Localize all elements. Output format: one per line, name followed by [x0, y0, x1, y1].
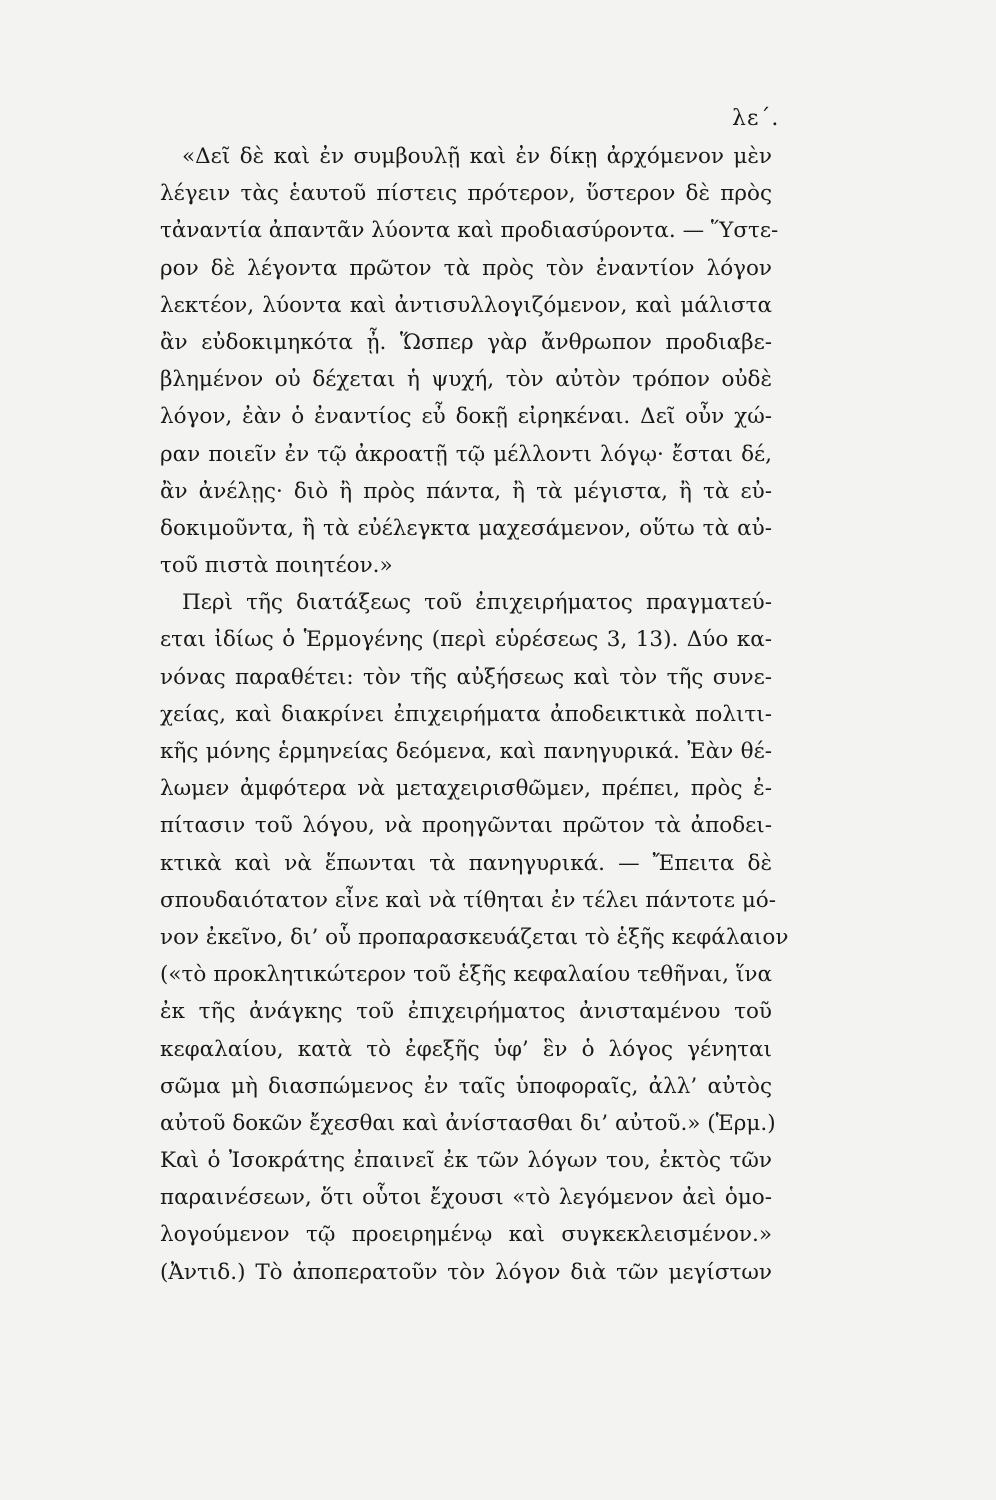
- text-line: εται ἰδίως ὁ Ἑρμογένης (περὶ εὑρέσεως 3, 13). Δύο κα-: [160, 627, 772, 653]
- text-line: σπουδαιότατον εἶνε καὶ νὰ τίθηται ἐν τέλει πάντοτε μό-: [160, 887, 777, 913]
- text-line: λωμεν ἀμφότερα νὰ μεταχειρισθῶμεν, πρέπει, πρὸς ἐ-: [160, 776, 772, 802]
- text-line: («τὸ προκλητικώτερον τοῦ ἑξῆς κεφαλαίου τεθῆναι, ἵνα: [160, 962, 772, 988]
- text-line: ἂν ἀνέλῃς· διὸ ἢ πρὸς πάντα, ἢ τὰ μέγιστα, ἢ τὰ εὐ-: [160, 478, 772, 504]
- text-line: νον ἐκεῖνο, δι’ οὗ προπαρασκευάζεται τὸ ἑξῆς κεφάλαιον: [160, 924, 789, 950]
- text-line: ρον δὲ λέγοντα πρῶτον τὰ πρὸς τὸν ἐναντίον λόγον: [160, 255, 772, 281]
- text-line: Περὶ τῆς διατάξεως τοῦ ἐπιχειρήματος πραγματεύ-: [182, 590, 772, 616]
- text-line: δοκιμοῦντα, ἢ τὰ εὐέλεγκτα μαχεσάμενον, οὕτω τὰ αὐ-: [160, 515, 772, 541]
- text-line: βλημένον οὐ δέχεται ἡ ψυχή, τὸν αὐτὸν τρόπον οὐδὲ: [160, 367, 772, 393]
- text-line: λόγον, ἐὰν ὁ ἐναντίος εὖ δοκῇ εἰρηκέναι. Δεῖ οὖν χώ-: [160, 404, 772, 430]
- text-line: τἀναντία ἀπαντᾶν λύοντα καὶ προδιασύροντα. — Ὕστε-: [160, 218, 779, 244]
- text-line: ραν ποιεῖν ἐν τῷ ἀκροατῇ τῷ μέλλοντι λόγῳ· ἔσται δέ,: [160, 441, 772, 467]
- text-line: ἂν εὐδοκιμηκότα ᾖ. Ὥσπερ γὰρ ἄνθρωπον προδιαβε-: [160, 329, 772, 355]
- text-line: λογούμενον τῷ προειρημένῳ καὶ συγκεκλεισμένον.»: [160, 1222, 772, 1248]
- page-number: λε΄.: [732, 106, 780, 131]
- text-line: λέγειν τὰς ἑαυτοῦ πίστεις πρότερον, ὕστερον δὲ πρὸς: [160, 181, 772, 207]
- text-line: σῶμα μὴ διασπώμενος ἐν ταῖς ὑποφοραῖς, ἀλλ’ αὐτὸς: [160, 1073, 772, 1099]
- text-line: κῆς μόνης ἑρμηνείας δεόμενα, καὶ πανηγυρικά. Ἐὰν θέ-: [160, 739, 772, 764]
- text-line: αὐτοῦ δοκῶν ἔχεσθαι καὶ ἀνίστασθαι δι’ αὐτοῦ.» (Ἑρμ.): [160, 1110, 776, 1136]
- text-line: «Δεῖ δὲ καὶ ἐν συμβουλῇ καὶ ἐν δίκῃ ἀρχόμενον μὲν: [182, 144, 772, 169]
- text-line: κεφαλαίου, κατὰ τὸ ἐφεξῆς ὑφ’ ἓν ὁ λόγος γένηται: [160, 1036, 772, 1062]
- text-line: νόνας παραθέτει: τὸν τῆς αὐξήσεως καὶ τὸν τῆς συνε-: [160, 664, 772, 690]
- text-line: Καὶ ὁ Ἰσοκράτης ἐπαινεῖ ἐκ τῶν λόγων του, ἐκτὸς τῶν: [160, 1148, 772, 1174]
- body-text: [160, 138, 789, 1291]
- text-line: χείας, καὶ διακρίνει ἐπιχειρήματα ἀποδεικτικὰ πολιτι-: [160, 701, 772, 727]
- text-line: (Ἀντιδ.) Τὸ ἀποπερατοῦν τὸν λόγον διὰ τῶν μεγίστων: [160, 1259, 772, 1285]
- text-line: πίτασιν τοῦ λόγου, νὰ προηγῶνται πρῶτον τὰ ἀποδει-: [160, 813, 772, 839]
- text-line: παραινέσεων, ὅτι οὗτοι ἔχουσι «τὸ λεγόμενον ἀεὶ ὁμο-: [160, 1185, 772, 1211]
- text-line: τοῦ πιστὰ ποιητέον.»: [160, 553, 393, 579]
- text-line: ἐκ τῆς ἀνάγκης τοῦ ἐπιχειρήματος ἀνισταμένου τοῦ: [160, 999, 772, 1025]
- text-line: λεκτέον, λύοντα καὶ ἀντισυλλογιζόμενον, καὶ μάλιστα: [160, 292, 772, 318]
- text-line: κτικὰ καὶ νὰ ἕπωνται τὰ πανηγυρικά. — Ἔπειτα δὲ: [160, 850, 772, 876]
